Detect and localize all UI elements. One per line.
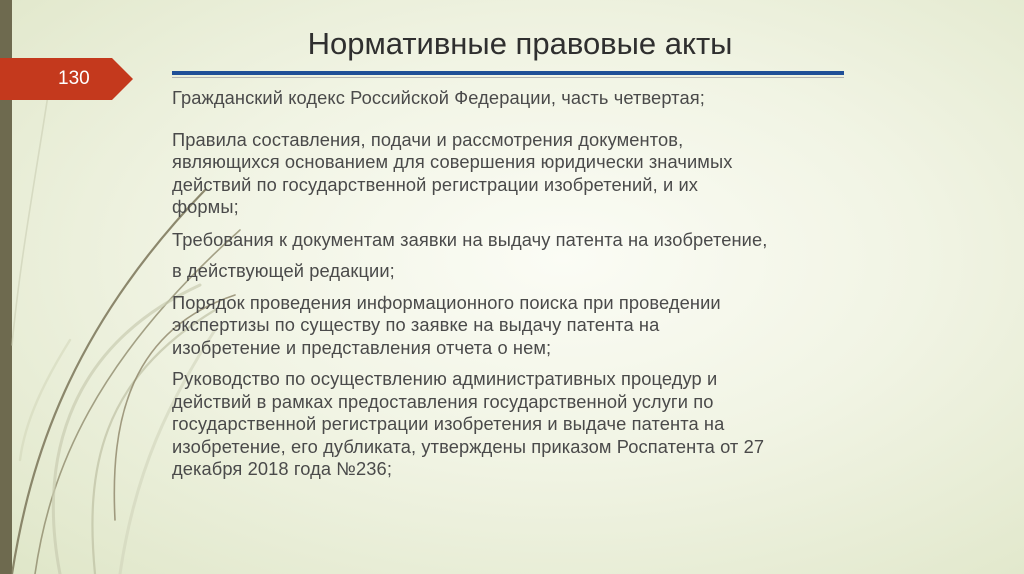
slide-title: Нормативные правовые акты [307, 26, 733, 61]
paragraph-current-edition: в действующей редакции; [172, 260, 395, 281]
paragraph-document-rules: Правила составления, подачи и рассмотрения документов, являющихся основанием для совершения юридически значимых действий по государственной регистрации изобретений, и их формы; [172, 128, 733, 217]
title-underline [172, 71, 844, 79]
title-underline-gray [172, 77, 844, 78]
paragraph-application-requirements: Требования к документам заявки на выдачу патента на изобретение, [172, 228, 768, 250]
paragraph-search-procedure: Порядок проведения информационного поиска при проведении экспертизы по существу по заявке на выдачу патента на изобретение и представления отчета о нем; [172, 291, 721, 358]
title-underline-blue [172, 71, 844, 75]
paragraph-administrative-guide: Руководство по осуществлению административных процедур и действий в рамках предоставления государственной услуги по государственной регистрации изобретения и выдаче патента на изобретение, его дубликата, утверждены приказом Роспатента от 27 декабря 2018 года №236; [172, 368, 765, 479]
slide-number: 130 [58, 68, 90, 89]
paragraph-civil-code: Гражданский кодекс Российской Федерации, часть четвертая; [172, 87, 705, 108]
content-body [172, 87, 850, 481]
